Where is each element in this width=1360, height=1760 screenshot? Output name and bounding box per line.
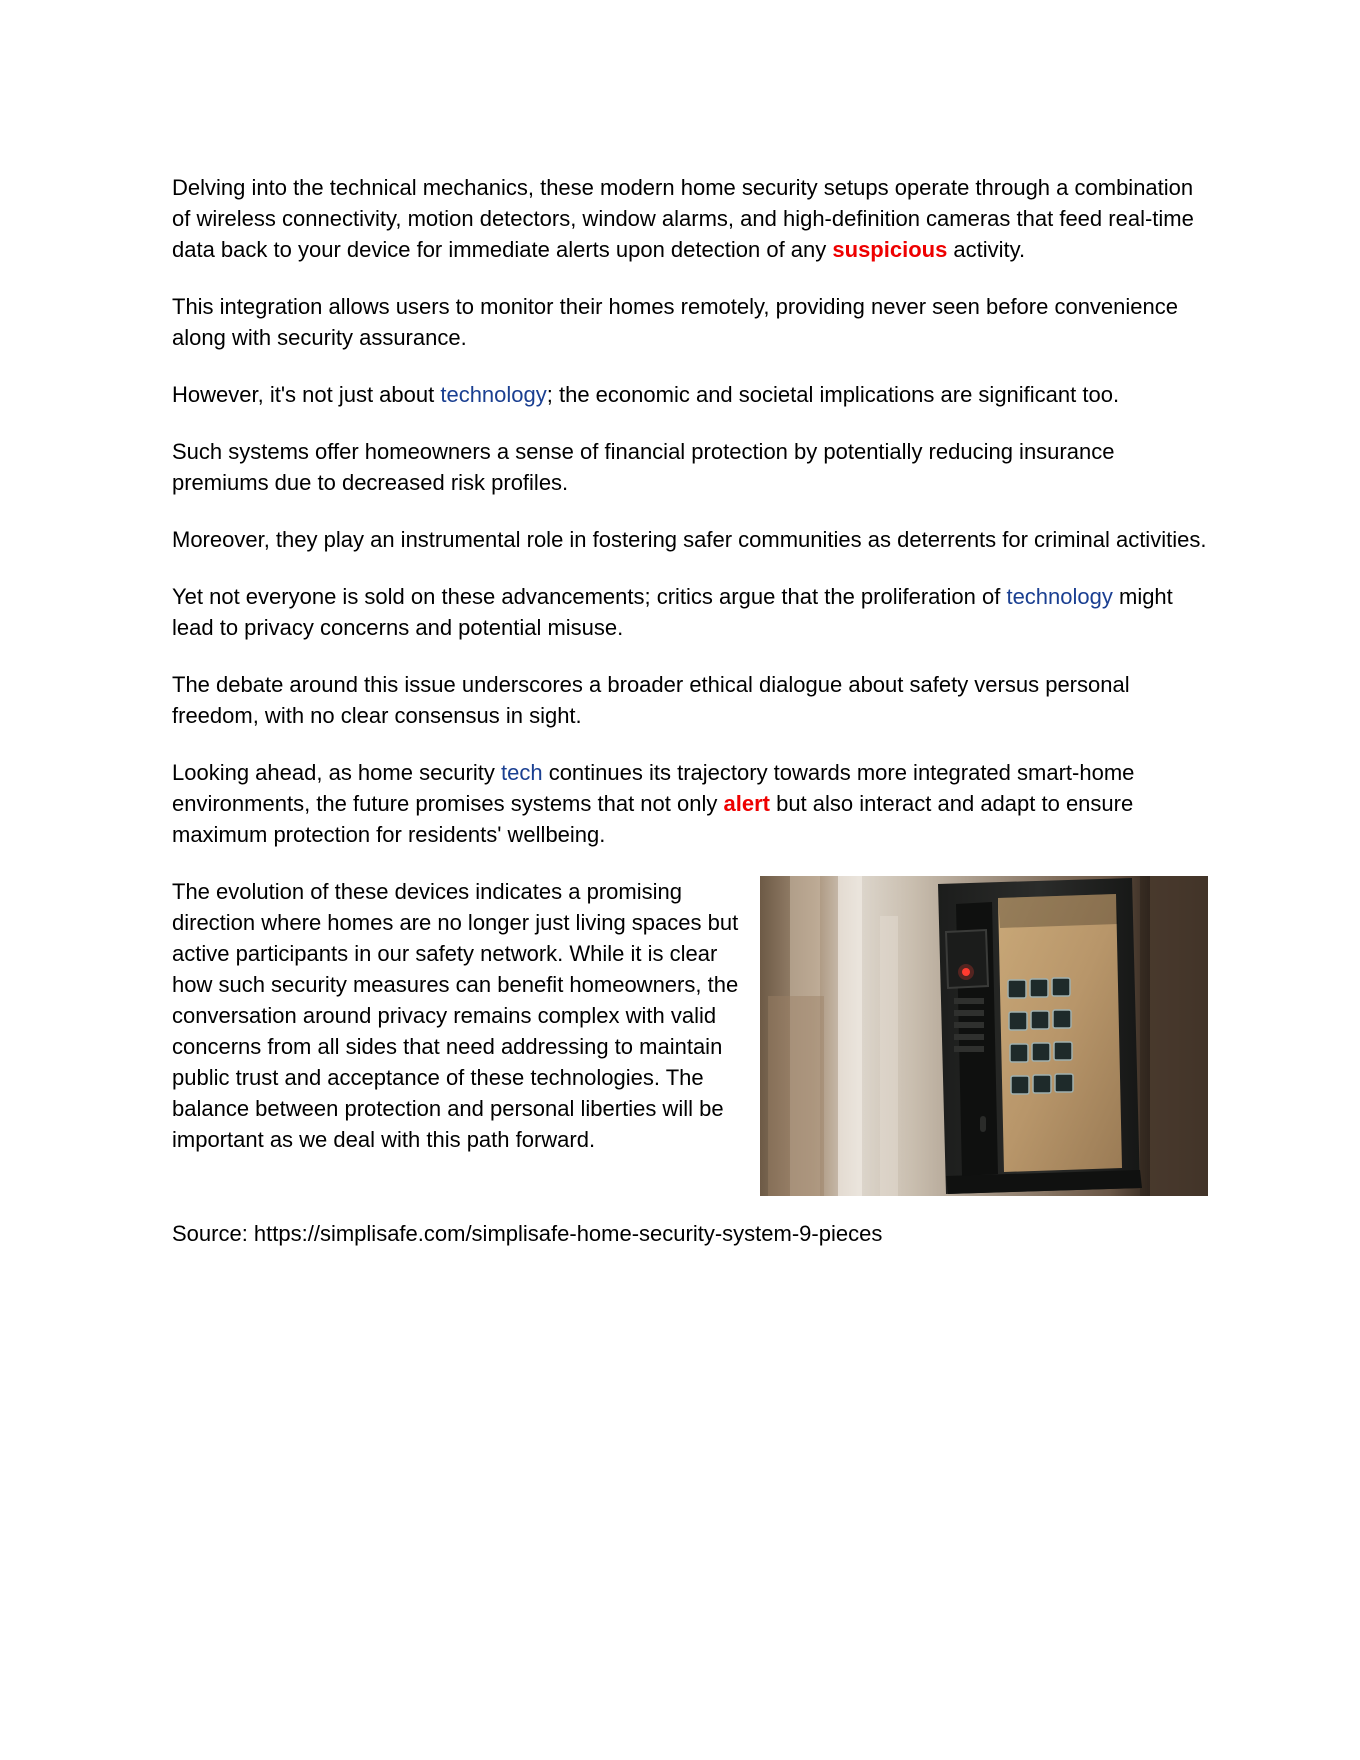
paragraph-8-text-end: but also interact and adapt to ensure maximum protection for residents' wellbeing. (172, 791, 1134, 847)
paragraph-4: Such systems offer homeowners a sense of financial protection by potentially reducing insurance premiums due to decreased risk profiles. (172, 439, 1115, 495)
paragraph-3-text-end: ; the economic and societal implications are significant too. (546, 382, 1120, 407)
paragraph-6-text-end: might lead to privacy concerns and potential misuse. (172, 584, 1173, 640)
paragraph-6 (172, 581, 1208, 643)
highlight-suspicious: suspicious (832, 237, 948, 262)
paragraph-1 (172, 172, 1208, 265)
paragraph-5: Moreover, they play an instrumental role in fostering safer communities as deterrents for criminal activities. (172, 527, 1207, 552)
paragraph-8-text-middle: continues its trajectory towards more integrated smart-home environments, the future promises systems that not only (172, 760, 1135, 816)
technology-link[interactable]: technology (440, 382, 547, 407)
paragraph-7: The debate around this issue underscores a broader ethical dialogue about safety versus personal freedom, with no clear consensus in sight. (172, 672, 1130, 728)
paragraph-8-text-start: Looking ahead, as home security (172, 760, 501, 785)
text-with-image (172, 876, 1208, 1198)
source-citation: Source: https://simplisafe.com/simplisafe-home-security-system-9-pieces (172, 1221, 883, 1246)
security-keypad-photo (760, 876, 1208, 1196)
paragraph-1-text-start: Delving into the technical mechanics, these modern home security setups operate through a combination of wireless connectivity, motion detectors, window alarms, and high-definition cameras that feed real-time data back to your device for immediate alerts upon detection of any (172, 175, 1194, 262)
paragraph-1-text-end: activity. (947, 237, 1026, 262)
tech-link[interactable]: tech (500, 760, 543, 785)
technology-link-2[interactable]: technology (1006, 584, 1113, 609)
paragraph-9: The evolution of these devices indicates a promising direction where homes are no longer just living spaces but active participants in our safety network. While it is clear how such security measures can benefit homeowners, the conversation around privacy remains complex with valid concerns from all sides that need addressing to maintain public trust and acceptance of these technologies. The balance between protection and personal liberties will be important as we deal with this path forward. (172, 879, 739, 1152)
paragraph-6-text-start: Yet not everyone is sold on these advancements; critics argue that the proliferation of (172, 584, 1007, 609)
paragraph-8 (172, 757, 1208, 850)
document-page (172, 172, 1208, 1249)
highlight-alert: alert (723, 791, 770, 816)
paragraph-3-text-start: However, it's not just about (172, 382, 441, 407)
paragraph-3 (172, 379, 1208, 410)
paragraph-2: This integration allows users to monitor their homes remotely, providing never seen before convenience along with security assurance. (172, 294, 1178, 350)
